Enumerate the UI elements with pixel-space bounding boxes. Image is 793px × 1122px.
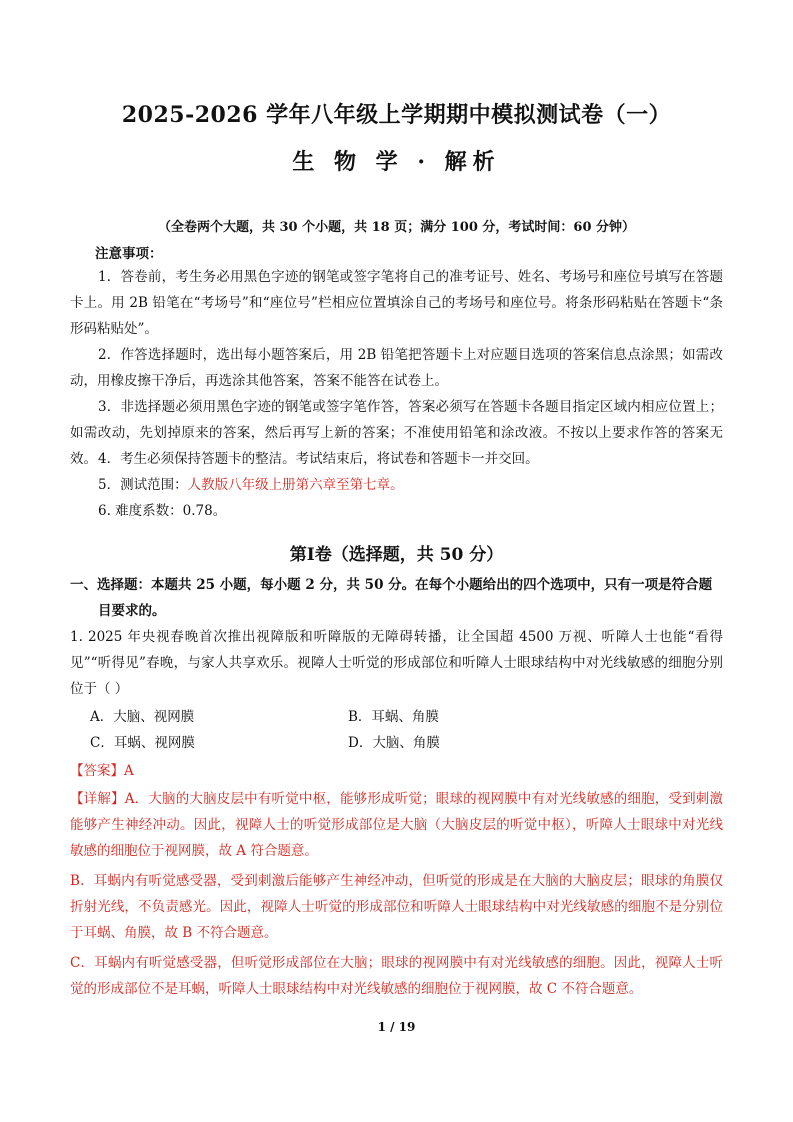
note-item-3: 3．非选择题必须用黑色字迹的钢笔或签字笔作答，答案必须写在答题卡各题目指定区域内相应位置上；如需改动，先划掉原来的答案，然后再写上新的答案；不准使用铅笔和涂改液。不按以上要求作答的答案无效。 — [70, 399, 723, 467]
note-item-1: 1．答卷前，考生务必用黑色字迹的钢笔或签字笔将自己的准考证号、姓名、考场号和座位号填写在答题卡上。用 2B 铅笔在“考场号”和“座位号”栏相应位置填涂自己的考场号和座位号。将条形码粘贴在答题卡“条形码粘贴处”。 — [70, 269, 723, 337]
section-title: 第Ⅰ卷（选择题，共 50 分） — [289, 545, 504, 565]
note-item-2: 2．作答选择题时，选出每小题答案后，用 2B 铅笔把答题卡上对应题目选项的答案信息点涂黑；如需改动，用橡皮擦干净后，再选涂其他答案，答案不能答在试卷上。 — [70, 347, 723, 389]
option-c: C．耳蜗、视网膜 — [90, 735, 195, 751]
detail-c: C．耳蜗内有听觉感受器，但听觉形成部位在大脑；眼球的视网膜中有对光线敏感的细胞。因此，视障人士听觉的形成部位不是耳蜗，听障人士眼球结构中对光线敏感的细胞位于视网膜，故 C 不符合题意。 — [70, 955, 723, 997]
exam-subtitle: 生 物 学 · 解析 — [292, 149, 501, 175]
note-item-5-prefix: 5．测试范围： — [98, 477, 188, 493]
option-b: B．耳蜗、角膜 — [348, 709, 439, 725]
exam-title: 2025-2026 学年八年级上学期期中模拟测试卷（一） — [121, 102, 672, 128]
option-a: A．大脑、视网膜 — [90, 709, 195, 725]
answer: 【答案】A — [70, 763, 134, 779]
question-1-stem: 1. 2025 年央视春晚首次推出视障版和听障版的无障碍转播，让全国超 4500 万视、听障人士也能“看得见”“听得见”春晚，与家人共享欢乐。视障人士听觉的形成部位和听障人士眼球结构中对光线敏感的细胞分别位于（ ） — [70, 629, 723, 697]
note-item-5 — [70, 472, 723, 498]
option-d: D．大脑、角膜 — [348, 735, 440, 751]
page-number: 1 / 19 — [377, 1020, 416, 1034]
note-item-4: 4．考生必须保持答题卡的整洁。考试结束后，将试卷和答题卡一并交回。 — [98, 451, 539, 467]
part-heading — [70, 572, 723, 624]
detail-a: 【详解】A．大脑的大脑皮层中有听觉中枢，能够形成听觉；眼球的视网膜中有对光线敏感的细胞，受到刺激能够产生神经冲动。因此，视障人士的听觉形成部位是大脑（大脑皮层的听觉中枢），听障人士眼球中对光线敏感的细胞位于视网膜，故 A 符合题意。 — [70, 791, 723, 859]
test-scope: 人教版八年级上册第六章至第七章。 — [187, 477, 404, 493]
part-heading-line2: 目要求的。 — [98, 603, 166, 619]
note-item-6: 6. 难度系数：0.78。 — [98, 503, 227, 519]
part-heading-line1: 一、选择题：本题共 25 小题，每小题 2 分，共 50 分。在每个小题给出的四个选项中，只有一项是符合题 — [70, 577, 713, 593]
exam-info: （全卷两个大题，共 30 个小题，共 18 页；满分 100 分，考试时间：60 分钟） — [157, 220, 636, 235]
notes-heading: 注意事项： — [95, 246, 163, 262]
detail-b: B．耳蜗内有听觉感受器，受到刺激后能够产生神经冲动，但听觉的形成是在大脑的大脑皮层；眼球的角膜仅折射光线，不负责感光。因此，视障人士听觉的形成部位和听障人士眼球结构中对光线敏感的细胞不是分别位于耳蜗、角膜，故 B 不符合题意。 — [70, 873, 723, 941]
